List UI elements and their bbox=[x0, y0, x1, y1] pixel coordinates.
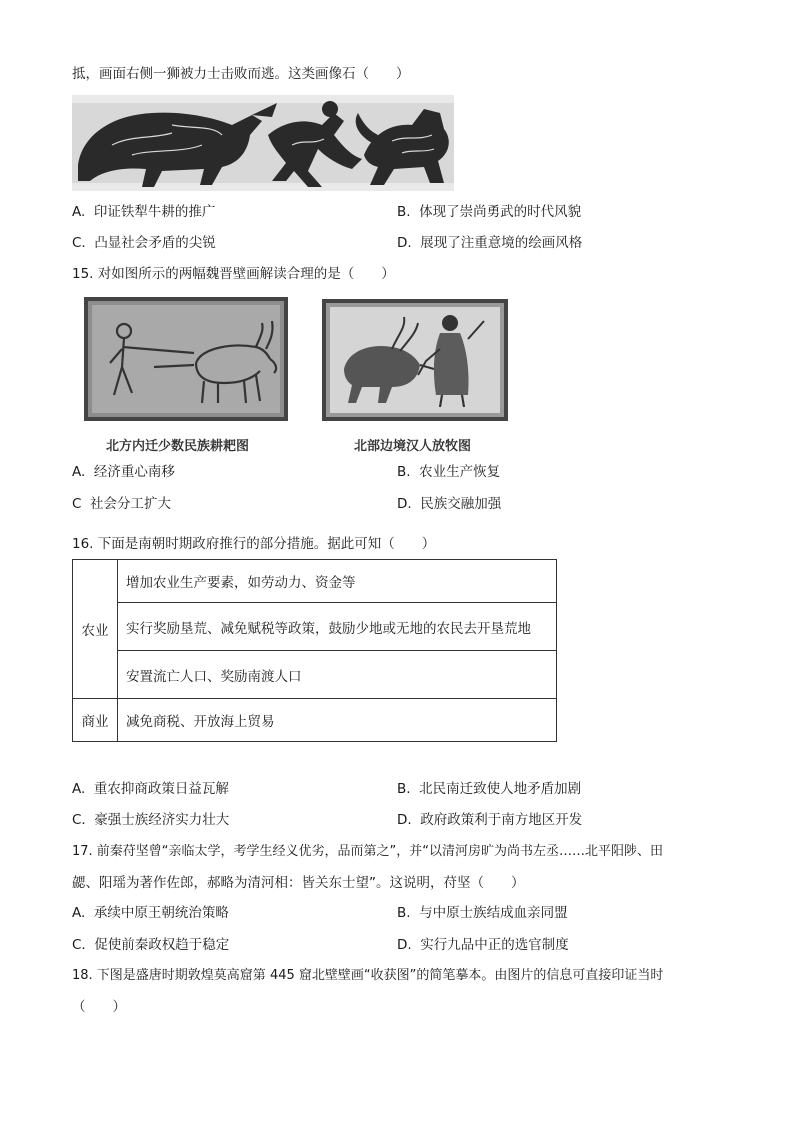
q15-option-b[interactable]: B. 农业生产恢复 bbox=[397, 464, 501, 480]
table-cell: 减免商税、开放海上贸易 bbox=[118, 699, 557, 742]
q16-option-c[interactable]: C. 豪强士族经济实力壮大 bbox=[72, 812, 230, 828]
caption-plowing: 北方内迁少数民族耕耙图 bbox=[106, 439, 250, 454]
q17-option-c[interactable]: C. 促使前秦政权趋于稳定 bbox=[72, 937, 230, 953]
table-cell: 增加农业生产要素，如劳动力、资金等 bbox=[118, 560, 557, 603]
table-cell: 实行奖励垦荒、减免赋税等政策，鼓励少地或无地的农民去开垦荒地 bbox=[118, 603, 557, 651]
q15-option-a[interactable]: A. 经济重心南移 bbox=[72, 464, 175, 480]
q15-option-d[interactable]: D. 民族交融加强 bbox=[397, 496, 502, 512]
q16-option-d[interactable]: D. 政府政策利于南方地区开发 bbox=[397, 812, 583, 828]
q17-option-d[interactable]: D. 实行九品中正的选官制度 bbox=[397, 937, 569, 953]
q16-option-b[interactable]: B. 北民南迁致使人地矛盾加剧 bbox=[397, 781, 582, 797]
q16-stem: 16. 下面是南朝时期政府推行的部分措施。据此可知（ ） bbox=[72, 536, 436, 552]
stone-relief-image bbox=[72, 95, 454, 191]
stone-relief-svg bbox=[72, 95, 454, 191]
q18-stem-line2: （ ） bbox=[72, 999, 126, 1015]
measures-table bbox=[72, 559, 557, 742]
q17-stem-line1: 17. 前秦苻坚曾“亲临太学，考学生经义优劣，品而第之”，并“以清河房旷为尚书左丞……北平阳陟、田 bbox=[72, 844, 664, 859]
table-row bbox=[73, 699, 557, 742]
mural-herding-svg bbox=[322, 299, 508, 421]
caption-herding: 北部边境汉人放牧图 bbox=[354, 439, 472, 454]
mural-herding-image bbox=[322, 299, 508, 421]
q17-option-b[interactable]: B. 与中原士族结成血亲同盟 bbox=[397, 905, 568, 921]
q14-option-c[interactable]: C. 凸显社会矛盾的尖锐 bbox=[72, 235, 216, 251]
category-agriculture: 农业 bbox=[73, 560, 118, 699]
table-row bbox=[73, 560, 557, 603]
mural-plowing-svg bbox=[84, 297, 288, 421]
table-row bbox=[73, 603, 557, 651]
q18-stem-line1: 18. 下图是盛唐时期敦煌莫高窟第 445 窟北壁壁画“收获图”的简笔摹本。由图片的信息可直接印证当时 bbox=[72, 968, 664, 983]
q14-option-a[interactable]: A. 印证铁犁牛耕的推广 bbox=[72, 204, 216, 220]
table-cell: 安置流亡人口、奖励南渡人口 bbox=[118, 651, 557, 699]
q15-stem: 15. 对如图所示的两幅魏晋壁画解读合理的是（ ） bbox=[72, 266, 395, 282]
q17-option-a[interactable]: A. 承续中原王朝统治策略 bbox=[72, 905, 229, 921]
q14-stem: 抵，画面右侧一狮被力士击败而逃。这类画像石（ ） bbox=[72, 66, 410, 82]
mural-plowing-image bbox=[84, 297, 288, 421]
q14-option-b[interactable]: B. 体现了崇尚勇武的时代风貌 bbox=[397, 204, 582, 220]
q16-option-a[interactable]: A. 重农抑商政策日益瓦解 bbox=[72, 781, 229, 797]
q15-option-c[interactable]: C 社会分工扩大 bbox=[72, 496, 172, 512]
table-row bbox=[73, 651, 557, 699]
q17-stem-line2: 勰、阳瑶为著作佐郎，郝略为清河相：皆关东士望”。这说明，苻坚（ ） bbox=[72, 875, 525, 891]
q14-option-d[interactable]: D. 展现了注重意境的绘画风格 bbox=[397, 235, 583, 251]
category-commerce: 商业 bbox=[73, 699, 118, 742]
